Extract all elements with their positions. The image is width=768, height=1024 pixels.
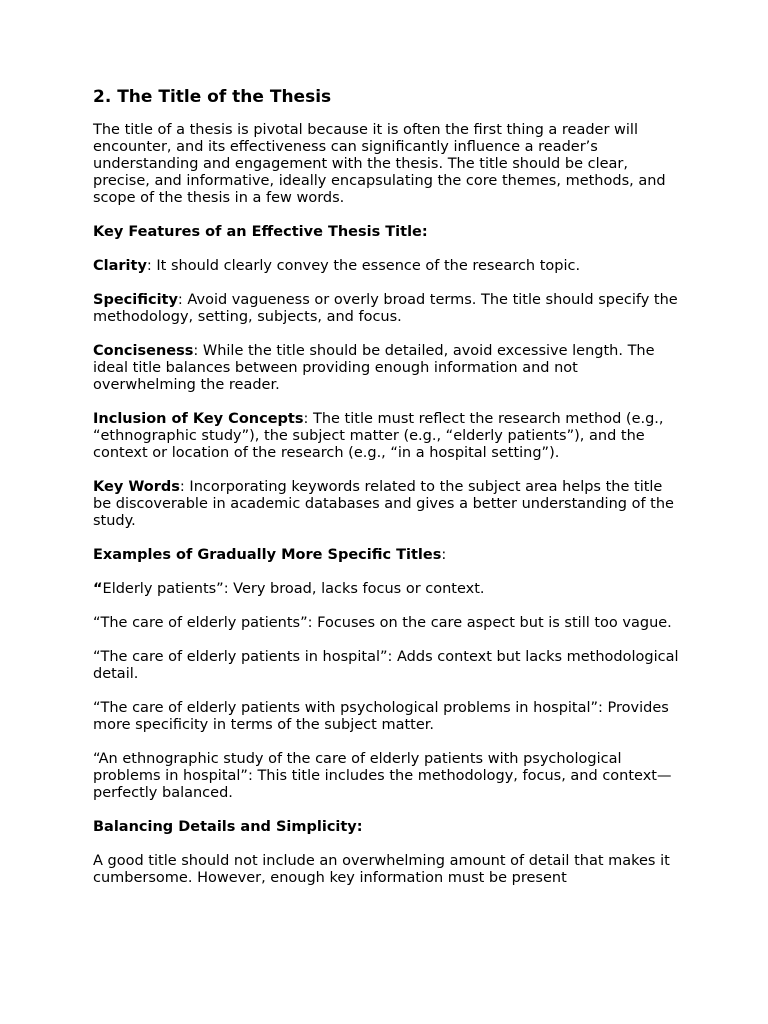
example-text: Elderly patients”: Very broad, lacks focus or context. [102, 581, 485, 597]
feature-text: : Avoid vagueness or overly broad terms. The title should specify the methodology, setting, subjects, and focus. [93, 292, 678, 325]
example-item: “The care of elderly patients with psychological problems in hospital”: Provides more specificity in terms of the subject matter. [93, 700, 669, 733]
feature-term: Key Words [93, 479, 180, 495]
balancing-heading: Balancing Details and Simplicity: [93, 819, 363, 835]
examples-heading-suffix: : [441, 547, 447, 563]
examples-heading [93, 547, 683, 564]
feature-conciseness [93, 343, 683, 394]
feature-text: : Incorporating keywords related to the subject area helps the title be discoverable in academic databases and gives a better understanding of the study. [93, 479, 674, 529]
balancing-paragraph: A good title should not include an overwhelming amount of detail that makes it cumbersome. However, enough key information must be present [93, 853, 670, 886]
example-item: “An ethnographic study of the care of elderly patients with psychological problems in hospital”: This title includes the methodology, focus, and context—perfectly balanced. [93, 751, 672, 801]
document-page [93, 87, 683, 904]
example-open-quote: “ [93, 581, 103, 597]
feature-term: Specificity [93, 292, 178, 308]
feature-text: : It should clearly convey the essence of the research topic. [146, 258, 581, 274]
example-item: “The care of elderly patients”: Focuses on the care aspect but is still too vague. [93, 615, 672, 631]
examples-heading-text: Examples of Gradually More Specific Titles [93, 547, 442, 563]
feature-text: : While the title should be detailed, avoid excessive length. The ideal title balances between providing enough information and not overwhelming the reader. [93, 343, 655, 393]
feature-term: Conciseness [93, 343, 194, 359]
feature-key-concepts [93, 411, 683, 462]
feature-key-words [93, 479, 683, 530]
feature-term: Clarity [93, 258, 147, 274]
section-title: 2. The Title of the Thesis [93, 87, 332, 107]
feature-text: : The title must reflect the research method (e.g., “ethnographic study”), the subject matter (e.g., “elderly patients”), and the context or location of the research (e.g., “in a hospital setting”). [93, 411, 664, 461]
feature-specificity [93, 292, 683, 326]
feature-clarity [93, 258, 683, 275]
key-features-heading: Key Features of an Effective Thesis Title: [93, 224, 428, 240]
intro-paragraph: The title of a thesis is pivotal because it is often the first thing a reader will encounter, and its effectiveness can significantly influence a reader’s understanding and engagement with the thesis. The title should be clear, precise, and informative, ideally encapsulating the core themes, methods, and scope of the thesis in a few words. [93, 122, 666, 206]
feature-term: Inclusion of Key Concepts [93, 411, 304, 427]
example-item [93, 581, 683, 598]
example-item: “The care of elderly patients in hospital”: Adds context but lacks methodological detail. [93, 649, 679, 682]
